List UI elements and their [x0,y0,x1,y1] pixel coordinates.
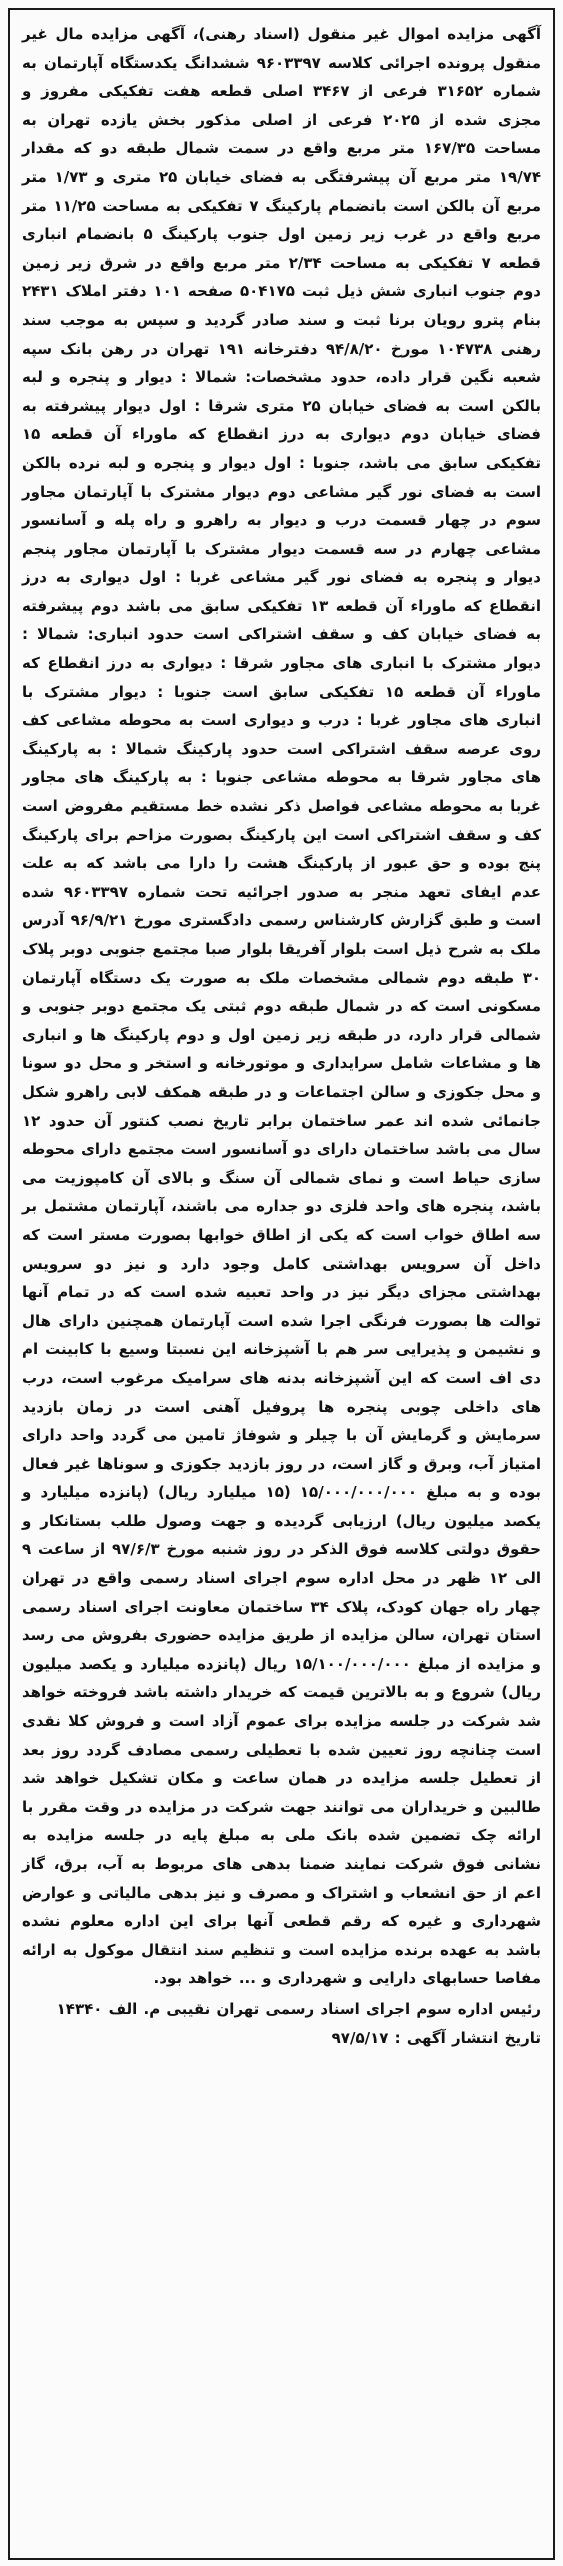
notice-title: آگهی مزایده اموال غیر منقول (اسناد رهنی)، آگهی مزایده مال غیر منقول [22,25,541,72]
auction-notice [8,8,555,2560]
publish-date: تاریخ انتشار آگهی : ۹۷/۵/۱۷ [331,2028,541,2047]
notice-footer [22,1995,541,2052]
notice-text [22,20,541,1993]
notice-body: پرونده اجرائی کلاسه ۹۶۰۳۳۹۷ ششدانگ یکدستگاه آپارتمان به شماره ۳۱۶۵۲ فرعی از ۳۴۶۷ اصلی قطعه هفت تفکیکی مفروز و مجزی شده از ۲۰۲۵ فرعی از اصلی مذکور بخش یازده تهران به مساحت ۱۶۷/۳۵ متر مربع واقع در سمت شمال طبقه دو که مقدار ۱۹/۷۴ متر مربع آن پیشرفتگی به فضای خیابان ۲۵ متری و ۱/۷۳ متر مربع آن بالکن است بانضمام پارکینگ ۷ تفکیکی به مساحت ۱۱/۲۵ متر مربع واقع در غرب زیر زمین اول جنوب پارکینگ ۵ بانضمام انباری قطعه ۷ تفکیکی به مساحت ۲/۳۴ متر مربع واقع در شرق زیر زمین دوم جنوب انباری شش ذیل ثبت ۵۰۴۱۷۵ صفحه ۱۰۱ دفتر املاک ۲۴۳۱ بنام پترو رویان برنا ثبت و سند صادر گردید و سپس به موجب سند رهنی ۱۰۴۷۳۸ مورخ ۹۴/۸/۲۰ دفترخانه ۱۹۱ تهران در رهن بانک سپه شعبه نگین قرار داده، حدود مشخصات: شمالا : دیوار و پنجره و لبه بالکن است به فضای خیابان ۲۵ متری شرقا : اول دیوار پیشرفته به فضای خیابان دوم دیواری به درز انقطاع که ماوراء آن قطعه ۱۵ تفکیکی سابق می باشد، جنوبا : اول دیوار و پنجره و لبه نرده بالکن است به فضای نور گیر مشاعی دوم دیوار مشترک با آپارتمان مجاور سوم در چهار قسمت درب و دیوار به راهرو و راه پله و آسانسور مشاعی چهارم در سه قسمت دیوار مشترک با آپارتمان مجاور پنجم دیوار و پنجره به فضای نور گیر مشاعی غربا : اول دیواری به درز انقطاع که ماوراء آن قطعه ۱۳ تفکیکی سابق می باشد دوم پیشرفته به فضای خیابان کف و سقف اشتراکی است حدود انباری: شمالا : دیوار مشترک با انباری های مجاور شرقا : دیواری به درز انقطاع که ماوراء آن قطعه ۱۵ تفکیکی سابق است جنوبا : دیوار مشترک با انباری های مجاور غربا : درب و دیواری است به محوطه مشاعی کف روی عرصه سقف اشتراکی است حدود پارکینگ شمالا : به پارکینگ های مجاور شرقا به محوطه مشاعی جنوبا : به پارکینگ های مجاور غربا به محوطه مشاعی فواصل ذکر نشده خط مستقیم مفروض است کف و سقف اشتراکی است این پارکینگ بصورت مزاحم برای پارکینگ پنج بوده و حق عبور از پارکینگ هشت را دارا می باشد که به علت عدم ایفای تعهد منجر به صدور اجرائیه تحت شماره ۹۶۰۳۳۹۷ شده است و طبق گزارش کارشناس رسمی دادگستری مورخ ۹۶/۹/۲۱ آدرس ملک به شرح ذیل است بلوار آفریقا بلوار صبا مجتمع جنوبی دوبر پلاک ۳۰ طبقه دوم شمالی مشخصات ملک به صورت یک دستگاه آپارتمان مسکونی است که در شمال طبقه دوم ثبتی یک مجتمع دوبر جنوبی و شمالی قرار دارد، در طبقه زیر زمین اول و دوم پارکینگ ها و انباری ها و مشاعات شامل سرایداری و موتورخانه و استخر و محل دو سونا و محل جکوزی و سالن اجتماعات و در طبقه همکف لابی راهرو شکل جانمائی شده اند عمر ساختمان برابر تاریخ نصب کنتور آن حدود ۱۲ سال می باشد ساختمان دارای دو آسانسور است مجتمع دارای محوطه سازی حیاط است و نمای شمالی آن سنگ و بالای آن کامپوزیت می باشد، پنجره های واحد فلزی دو جداره می باشند، آپارتمان مشتمل بر سه اطاق خواب است که یکی از اطاق خوابها بصورت مستر است که داخل آن سرویس بهداشتی کامل وجود دارد و نیز دو سرویس بهداشتی مجزای دیگر نیز در واحد تعبیه شده است که در تمام آنها توالت ها بصورت فرنگی اجرا شده است آپارتمان همچنین دارای هال و نشیمن و پذیرایی سر هم با آشپزخانه این نسبتا وسیع با کابینت ام دی اف است که این آشپزخانه بدنه های سرامیک مرغوب است، درب های داخلی چوبی پنجره ها پروفیل آهنی است در زمان بازدید سرمایش و گرمایش آن با چیلر و شوفاژ تامین می گردد واحد دارای امتیاز آب، وبرق و گاز است، در روز بازدید جکوزی و سوناها غیر فعال بوده و به مبلغ ۱۵/۰۰۰/۰۰۰/۰۰۰ (۱۵ میلیارد ریال) (پانزده میلیارد و یکصد میلیون ریال) ارزیابی گردیده و جهت وصول طلب بستانکار و حقوق دولتی کلاسه فوق الذکر در روز شنبه مورخ ۹۷/۶/۳ از ساعت ۹ الی ۱۲ ظهر در محل اداره سوم اجرای اسناد رسمی واقع در تهران چهار راه جهان کودک، پلاک ۳۴ ساختمان معاونت اجرای اسناد رسمی استان تهران، سالن مزایده از طریق مزایده حضوری بفروش می رسد و مزایده از مبلغ ۱۵/۱۰۰/۰۰۰/۰۰۰ ریال (پانزده میلیارد و یکصد میلیون ریال) شروع و به بالاترین قیمت که خریدار داشته باشد فروخته خواهد شد شرکت در جلسه مزایده برای عموم آزاد است و فروش کلا نقدی است چنانچه روز تعیین شده با تعطیلی رسمی مصادف گردد روز بعد از تعطیل جلسه مزایده در همان ساعت و مکان تشکیل خواهد شد طالبین و خریداران می توانند جهت شرکت در مزایده در وقت مقرر با ارائه چک تضمین شده بانک ملی به مبلغ پایه در جلسه مزایده به نشانی فوق شرکت نمایند ضمنا بدهی های مربوط به آب، برق، گاز اعم از حق انشعاب و اشتراک و مصرف و نیز بدهی مالیاتی و عوارض شهرداری و غیره که رقم قطعی آنها برای این اداره معلوم نشده باشد به عهده برنده مزایده است و تنظیم سند انتقال موکول به ارائه مفاصا حسابهای دارایی و شهرداری و ... خواهد بود. [22,53,542,1988]
notice-signature: رئیس اداره سوم اجرای اسناد رسمی تهران نقیبی م. الف ۱۴۳۴۰ [56,1999,541,2018]
